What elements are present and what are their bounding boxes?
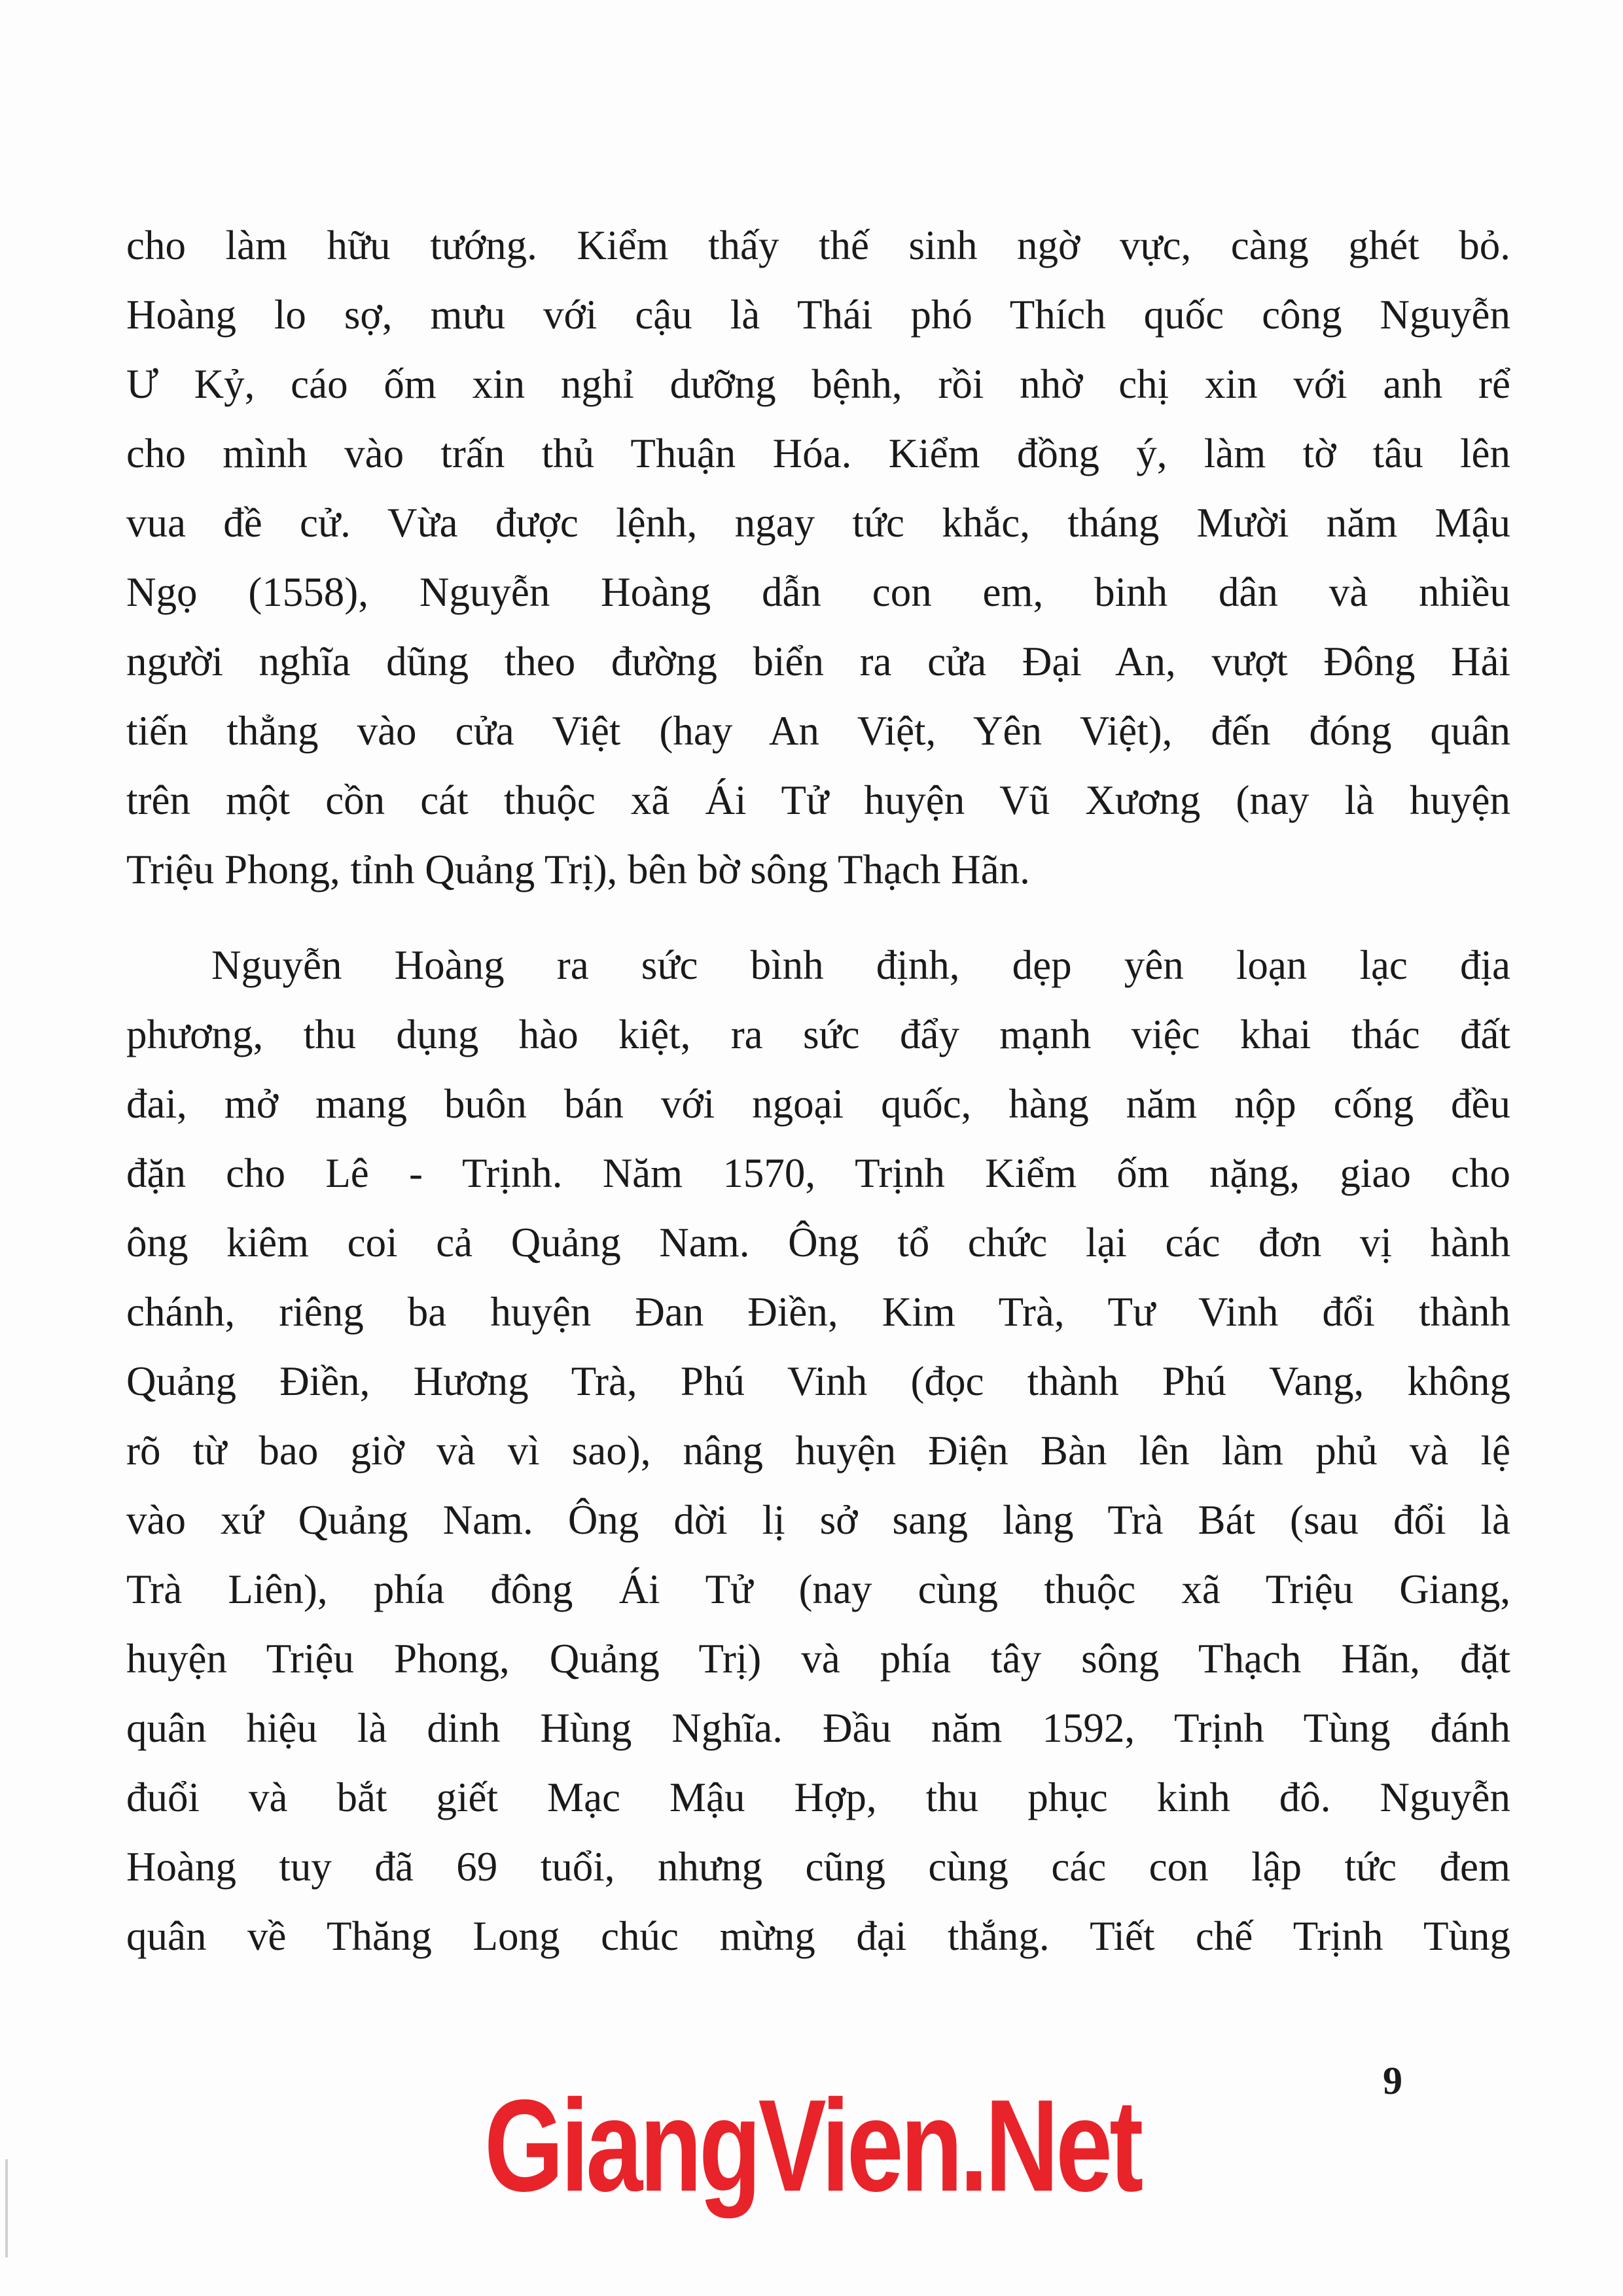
text-line: vua đề cử. Vừa được lệnh, ngay tức khắc, tháng Mười năm Mậu: [126, 500, 1510, 546]
text-line: đuổi và bắt giết Mạc Mậu Hợp, thu phục kinh đô. Nguyễn: [126, 1775, 1510, 1820]
text-line: cho làm hữu tướng. Kiểm thấy thế sinh ngờ vực, càng ghét bỏ.: [126, 222, 1510, 268]
paragraph-1: [126, 211, 1510, 904]
text-line: ông kiêm coi cả Quảng Nam. Ông tổ chức lại các đơn vị hành: [126, 1220, 1510, 1265]
page-number: 9: [1383, 2059, 1402, 2102]
text-line: Ư Kỷ, cáo ốm xin nghỉ dưỡng bệnh, rồi nhờ chị xin với anh rể: [126, 361, 1510, 407]
text-line: vào xứ Quảng Nam. Ông dời lị sở sang làng Trà Bát (sau đổi là: [126, 1497, 1510, 1543]
text-line: quân về Thăng Long chúc mừng đại thắng. Tiết chế Trịnh Tùng: [126, 1913, 1510, 1959]
watermark-logo: GiangVien.Net: [484, 2073, 1141, 2219]
text-line: Triệu Phong, tỉnh Quảng Trị), bên bờ sông Thạch Hãn.: [126, 847, 1030, 892]
text-line: chánh, riêng ba huyện Đan Điền, Kim Trà, Tư Vinh đổi thành: [126, 1289, 1510, 1335]
text-line: đai, mở mang buôn bán với ngoại quốc, hàng năm nộp cống đều: [126, 1081, 1510, 1127]
paragraph-2: [126, 930, 1510, 1971]
text-line: trên một cồn cát thuộc xã Ái Tử huyện Vũ Xương (nay là huyện: [126, 777, 1510, 823]
text-line: đặn cho Lê - Trịnh. Năm 1570, Trịnh Kiểm ốm nặng, giao cho: [126, 1150, 1510, 1196]
text-line: huyện Triệu Phong, Quảng Trị) và phía tây sông Thạch Hãn, đặt: [126, 1636, 1510, 1682]
text-line: người nghĩa dũng theo đường biển ra cửa Đại An, vượt Đông Hải: [126, 639, 1510, 684]
text-line: Hoàng lo sợ, mưu với cậu là Thái phó Thích quốc công Nguyễn: [126, 292, 1510, 338]
text-line: cho mình vào trấn thủ Thuận Hóa. Kiểm đồng ý, làm tờ tâu lên: [126, 431, 1510, 476]
text-line: phương, thu dụng hào kiệt, ra sức đẩy mạnh việc khai thác đất: [126, 1012, 1510, 1057]
text-line: rõ từ bao giờ và vì sao), nâng huyện Điện Bàn lên làm phủ và lệ: [126, 1428, 1510, 1474]
text-line: quân hiệu là dinh Hùng Nghĩa. Đầu năm 1592, Trịnh Tùng đánh: [126, 1705, 1510, 1751]
text-line-indented: Nguyễn Hoàng ra sức bình định, dẹp yên loạn lạc địa: [211, 942, 1510, 988]
text-line: Hoàng tuy đã 69 tuổi, nhưng cũng cùng các con lập tức đem: [126, 1844, 1510, 1890]
text-line: Ngọ (1558), Nguyễn Hoàng dẫn con em, binh dân và nhiều: [126, 569, 1510, 615]
text-line: tiến thẳng vào cửa Việt (hay An Việt, Yên Việt), đến đóng quân: [126, 708, 1510, 754]
text-line: Quảng Điền, Hương Trà, Phú Vinh (đọc thành Phú Vang, không: [126, 1358, 1510, 1404]
text-line: Trà Liên), phía đông Ái Tử (nay cùng thuộc xã Triệu Giang,: [126, 1566, 1510, 1612]
scan-edge-mark: [5, 2159, 8, 2257]
